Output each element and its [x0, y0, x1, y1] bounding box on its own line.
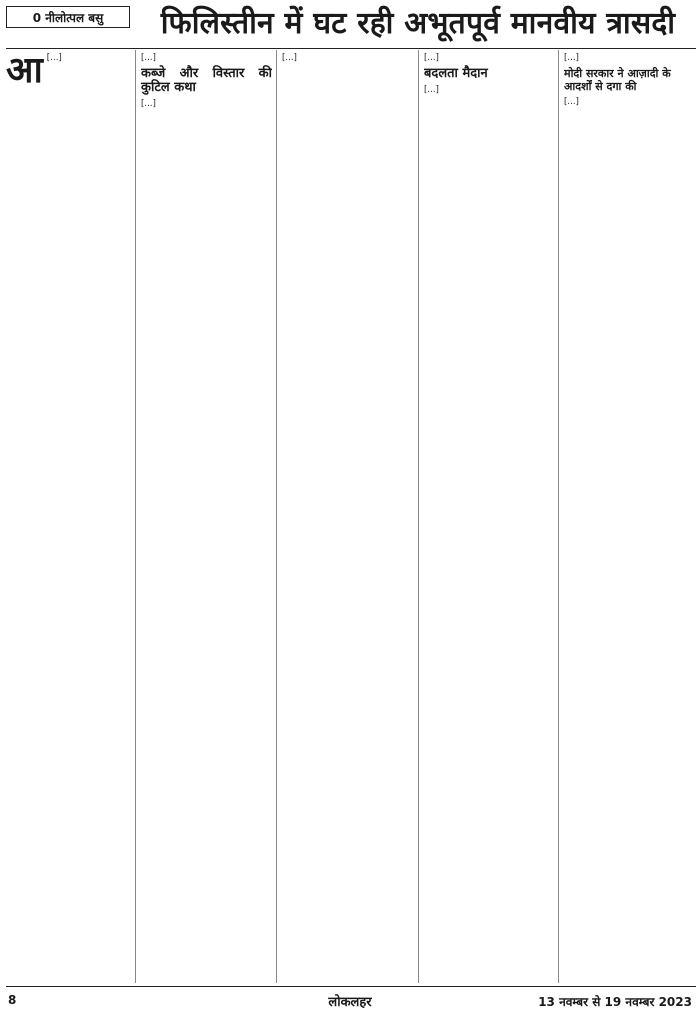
article-paragraph: […]: [424, 84, 439, 95]
article-paragraph: […]: [46, 52, 62, 62]
column-rule: [135, 50, 136, 983]
article-column-5: [564, 52, 696, 982]
article-column-1: [6, 52, 131, 982]
article-paragraph: […]: [564, 96, 579, 107]
column-rule: [558, 50, 559, 983]
article-column-2: [141, 52, 272, 982]
subhead-badalta-maidan: बदलता मैदान: [424, 66, 488, 82]
subhead-kabza: कब्जे और विस्तार की कुटिल कथा: [141, 66, 272, 96]
footer-rule: [6, 986, 696, 987]
article-paragraph: […]: [564, 52, 579, 62]
issue-date: 13 नवम्बर से 19 नवम्बर 2023: [538, 995, 692, 1009]
subhead-modi-sarkar: मोदी सरकार ने आज़ादी के आदर्शों से दगा की: [564, 67, 671, 94]
article-paragraph: […]: [141, 52, 156, 62]
drop-cap: आ: [6, 52, 43, 91]
author-name: 0 नीलोत्पल बसु: [32, 10, 104, 25]
headline-rule: [6, 48, 696, 49]
article-column-3: [282, 52, 414, 982]
page-footer: [0, 989, 700, 1011]
column-rule: [418, 50, 419, 983]
article-paragraph: […]: [141, 98, 156, 109]
masthead: लोकलहर: [328, 995, 372, 1010]
article-column-4: [424, 52, 554, 982]
article-paragraph: […]: [282, 52, 297, 62]
column-rule: [276, 50, 277, 983]
headline: फिलिस्तीन में घट रही अभूतपूर्व मानवीय त्रासदी: [160, 6, 676, 41]
author-byline: [6, 6, 130, 28]
page-number: 8: [8, 993, 17, 1007]
article-paragraph: […]: [424, 52, 439, 62]
